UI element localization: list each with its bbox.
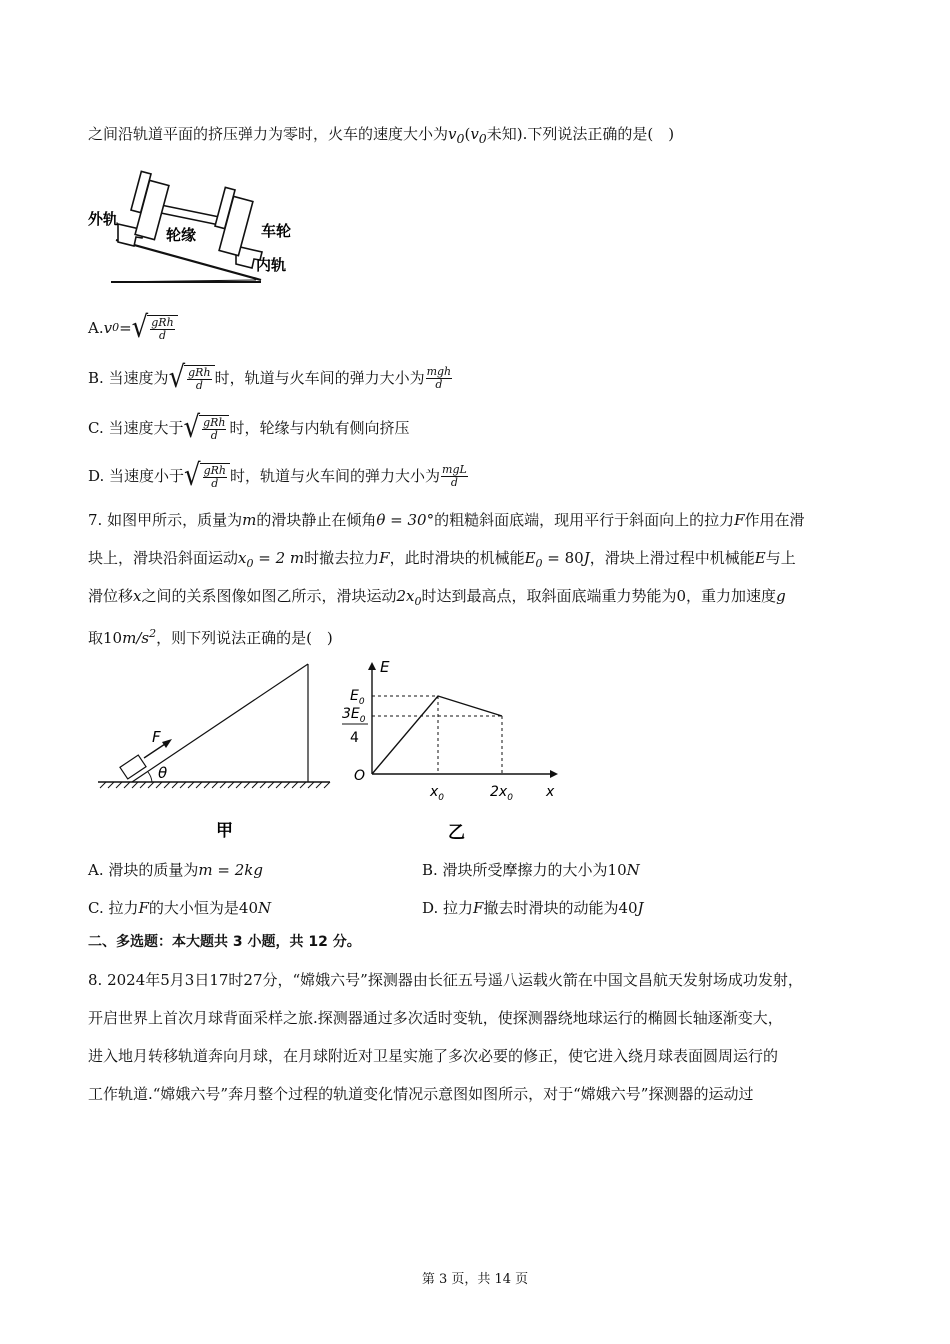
option-b-fraction [426,366,453,391]
q7-oc-b: 的大小恒为是40 [148,899,258,917]
q7-l1-c: 的粗糙斜面底端，现用平行于斜面向上的拉力 [434,511,735,529]
fig-yi-caption: 乙 [448,823,465,842]
fig-yi-origin: O [354,768,366,784]
q7-l1-d: 作用在滑 [744,511,805,529]
q7-l2-F: F [379,549,390,567]
option-a-den: d [158,328,166,342]
option-d-fden: d [450,475,458,489]
q7-option-c [88,898,271,918]
q7-l2-a: 块上，滑块沿斜面运动 [88,549,239,567]
option-b-num: gRh [188,365,211,379]
q7-l1-a: 7. 如图甲所示，质量为 [88,511,243,529]
q7-l4-unit: m/s [122,629,150,647]
option-d-sqrt: √ $\frac{\text{gRh}}{d}$ [184,463,230,490]
q7-ob-unit: N [626,861,640,879]
q7-l2-E: E [754,549,766,567]
q7-line-4 [88,624,333,648]
q7-od-unit: J [637,899,644,917]
q7-l2-b: = 2 m [253,549,305,567]
fig-yi-3E0-sub: 0 [359,715,366,725]
q7-l2-x0: x [238,549,247,567]
q7-l4-b: ，则下列说法正确的是( ) [156,629,333,647]
option-d-mid: 时，轨道与火车间的弹力大小为 [230,467,441,485]
fig-yi-x0: x [430,784,439,800]
fig-yi-graph [342,658,558,842]
v0-symbol: v [448,125,457,143]
q7-line-1 [88,510,805,530]
option-a-sub: 0 [112,321,120,334]
option-d-num: gRh [203,463,227,477]
q7-l2-e: = 80 [542,549,584,567]
q7-l1-b: 的滑块静止在倾角 [256,511,377,529]
label-inner-rail: 内轨 [256,256,287,274]
option-c-prefix: C. 当速度大于 [88,419,184,437]
svg-text:E0 [350,688,365,707]
q6-question-end: 未知).下列说法正确的是( ) [486,125,675,143]
q7-l3-a: 滑位移 [88,587,134,605]
fig-yi-x-axis: x [546,784,555,800]
fig-yi-3E0: 3E [342,706,360,722]
q7-oc-text: C. 拉力 [88,899,139,917]
q7-line-3 [88,586,786,612]
fig-yi-four: 4 [350,730,359,746]
option-b-mid: 时，轨道与火车间的弹力大小为 [214,369,425,387]
option-b-fnum: mgh [426,364,452,378]
q7-oa-text: A. 滑块的质量为 [88,861,199,879]
q7-l3-c: 时达到最高点，取斜面底端重力势能为0，重力加速度 [421,587,777,605]
q7-line-2 [88,548,796,574]
q6-intro-text: 之间沿轨道平面的挤压弹力为零时，火车的速度大小为 [88,125,449,143]
fig-yi-E-axis: E [380,658,390,676]
q8-line-1: 8. 2024年5月3日17时27分，“嫦娥六号”探测器由长征五号遥八运载火箭在中国文昌航天发射场成功发射， [88,971,803,989]
option-a-num: gRh [151,315,174,329]
fig-jia-F-label: F [152,728,161,746]
q7-od-b: 撤去时滑块的动能为40 [483,899,638,917]
q7-l2-g: 与上 [765,549,796,567]
svg-text:2x0 [490,784,513,803]
option-a-v: v [103,319,113,337]
q7-option-d [422,898,644,918]
fig-jia-theta-label: θ [158,764,168,782]
fig-yi-E0: E [350,688,359,704]
q7-od-F: F [473,899,484,917]
option-b-prefix: B. 当速度为 [88,369,169,387]
q7-oa-val: m = 2kg [198,861,263,879]
q7-l2-c: 时撤去拉力 [304,549,380,567]
q6-option-b [88,360,453,396]
q7-l2-E0sub: 0 [535,557,543,570]
fig-yi-2x0-sub: 0 [507,793,513,803]
q7-oc-unit: N [258,899,272,917]
q7-l2-E0: E [524,549,536,567]
q7-l2-J: J [583,549,590,567]
q7-l4-sup: 2 [149,627,157,640]
q7-l3-x: x [133,587,142,605]
q7-l3-b: 之间的关系图像如图乙所示，滑块运动 [141,587,397,605]
q7-l3-2x0sub: 0 [414,595,422,608]
paren-v-subscript: 0 [478,131,487,146]
q6-option-a [88,310,178,346]
svg-text:3E0 [342,706,366,725]
fig-yi-2x0: 2x [490,784,508,800]
option-a-sqrt: √ $\frac{\text{gRh}}{d}$ [132,315,178,342]
page-footer: 第 3 页，共 14 页 [421,1272,529,1287]
fig-jia-incline [98,664,330,841]
q7-l4-a: 取10 [88,629,123,647]
label-wheel: 车轮 [261,222,292,240]
option-c-mid: 时，轮缘与内轨有侧向挤压 [229,419,410,437]
paren-open: ( [464,125,471,143]
option-d-den: d [211,476,219,490]
fig-jia-caption: 甲 [216,821,233,841]
option-c-sqrt: √ $\frac{\text{gRh}}{d}$ [183,415,229,442]
q7-ob-text: B. 滑块所受摩擦力的大小为10 [422,861,627,879]
q6-intro-line [88,124,674,149]
q8-line-3: 进入地月转移轨道奔向月球，在月球附近对卫星实施了多次必要的修正，使它进入绕月球表面圆周运行的 [88,1047,779,1065]
paren-v-symbol: v [470,125,479,143]
fig-yi-E0-sub: 0 [358,697,365,707]
q6-option-d [88,458,469,494]
label-outer-rail: 外轨 [88,210,119,228]
option-a-equals: = [119,319,132,337]
q7-od-text: D. 拉力 [422,899,474,917]
fig-yi-x0-sub: 0 [438,793,445,803]
q7-l3-g: g [776,587,786,605]
q7-l2-d: ，此时滑块的机械能 [389,549,525,567]
option-c-den: d [210,428,218,442]
option-b-sqrt: √ $\frac{\text{gRh}}{d}$ [169,365,215,392]
q7-l2-x0sub: 0 [246,557,254,570]
option-a-prefix: A. [88,319,104,337]
svg-text:x0 [429,784,444,803]
option-d-prefix: D. 当速度小于 [88,467,185,485]
q7-l1-theta: θ = 30° [376,511,435,529]
q6-track-figure [86,164,296,286]
q7-l3-2x0: 2x [396,587,415,605]
q6-option-c [88,410,410,446]
q7-option-a [88,860,263,880]
q7-oc-F: F [138,899,149,917]
q7-option-b [422,860,640,880]
q7-l1-F: F [734,511,745,529]
q7-figures [92,656,562,842]
option-c-num: gRh [203,415,226,429]
q8-line-2: 开启世界上首次月球背面采样之旅.探测器通过多次适时变轨，使探测器绕地球运行的椭圆长轴逐渐变大， [88,1009,783,1027]
label-flange: 轮缘 [166,226,197,244]
q7-l2-f: ，滑块上滑过程中机械能 [589,549,755,567]
option-d-fraction [441,464,468,489]
section-heading-multi-choice: 二、多选题：本大题共 3 小题，共 12 分。 [88,934,361,950]
option-b-fden: d [435,377,443,391]
q7-l1-m: m [242,511,257,529]
q8-line-4: 工作轨道.“嫦娥六号”奔月整个过程的轨道变化情况示意图如图所示，对于“嫦娥六号”探测器的运动过 [88,1085,754,1103]
option-d-fnum: mgL [442,462,467,476]
option-b-den: d [195,378,203,392]
v0-subscript: 0 [456,131,465,146]
